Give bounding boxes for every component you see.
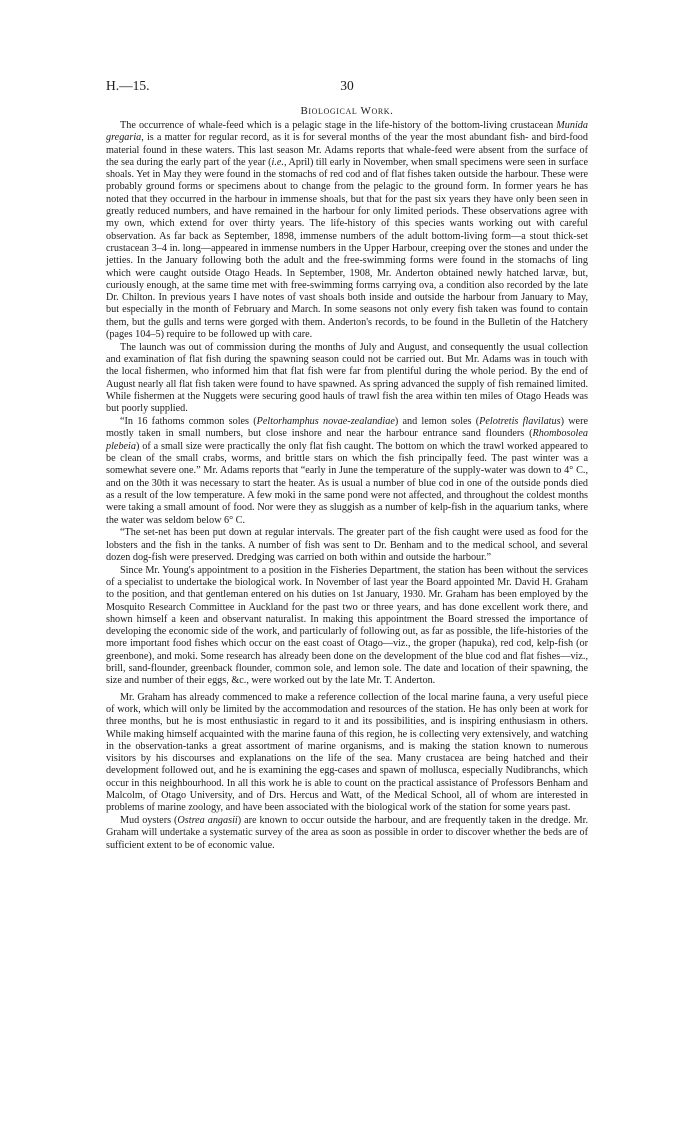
- italic-term: Pelotretis flavilatus: [479, 416, 561, 428]
- article-body: [106, 104, 588, 852]
- text-run: Mud oysters (: [120, 815, 178, 827]
- text-run: Mr. Graham has already commenced to make a reference collection of the local marine fauna, a very useful piece of work, which will only be limited by the accommodation and resources of the station. He has only been at work for three months, but he is most enthusiastic in regard to it and its possibilities, and is inspiring enthusiasm in others. While making himself acquainted with the marine fauna of this region, he is collecting very extensively, and watching in the observation-tanks a great assortment of marine organisms, and is making the station known to numerous visitors by his discourses and explanations on the life of the sea. Many crustacea are being hatched and their development followed out, and he is examining the egg-cases and spawn of mollusca, especially Nudibranchs, which occur in this neighbourhood. In all this work he is able to count on the practical assistance of Professors Benham and Malcolm, of Otago University, and of Drs. Hercus and Watt, of the Medical School, all of whom are interested in problems of marine zoology, and have been associated with the biological work of the station for some years past.: [106, 691, 588, 814]
- text-run: “In 16 fathoms common soles (: [120, 416, 257, 428]
- text-run: ) and lemon soles (: [394, 416, 480, 428]
- italic-term: Munida gregaria: [106, 120, 588, 144]
- paragraph-reference-collection: [106, 692, 588, 815]
- text-run: The occurrence of whale-feed which is a pelagic stage in the life-history of the bottom-living crustacean: [120, 120, 557, 131]
- page-header: [106, 78, 588, 96]
- paragraph-mud-oysters: [106, 815, 588, 852]
- paragraph-launch: [106, 342, 588, 416]
- text-run: ) were mostly taken in small numbers, but close inshore and near the harbour entrance sand flounders (: [106, 416, 588, 440]
- italic-term: Peltorhamphus novae-zealandiae: [256, 416, 395, 428]
- page-number: 30: [340, 78, 354, 93]
- paragraph-appointment: [106, 565, 588, 688]
- italic-term: i.e.: [271, 156, 284, 168]
- paragraph-set-net: [106, 527, 588, 564]
- text-run: ) of a small size were practically the only flat fish caught. The bottom on which the trawl worked appeared to be clean of the small crabs, worms, and brittle stars on which the fish principally feed. The past winter was a somewhat severe one.” Mr. Adams reports that “early in June the temperature of the supply-water was down to 4° C., and on the 30th it was necessary to start the heater. As is usual a number of blue cod in one of the outside ponds died as a result of the low temperature. A few moki in the same pond were not affected, and throughout the coldest months were taking a small amount of food. Nor were they as sluggish as a number of kelp-fish in the aquarium tanks, where the water was seldom below 6° C.: [106, 440, 588, 526]
- text-run: Since Mr. Young's appointment to a position in the Fisheries Department, the station has been without the services of a specialist to undertake the biological work. In November of last year the Board appointed Mr. David H. Graham to the position, and that gentleman entered on his duties on 1st January, 1930. Mr. Graham has been employed by the Mosquito Research Committee in Auckland for the past two or three years, and has done excellent work there, and shown himself a keen and observant naturalist. In making this appointment the Board stressed the importance of developing the economic side of the work, and particularly of following out, as far as possible, the life-histories of the more important food fishes which occur on the east coast of Otago—viz., the groper (hapuka), red cod, kelp-fish (or greenbone), and moki. Some research has already been done on the development of the blue cod and flat fishes—viz., brill, sand-flounder, greenback flounder, common sole, and lemon sole. The date and location of their spawning, the size and number of their eggs, &c., were worked out by the late Mr. T. Anderton.: [106, 564, 588, 687]
- text-run: , is a matter for regular record, as it is for several months of the year the most abundant fish- and bird-food material found in these waters. This last season Mr. Adams reports that whale-feed were absent from the surface of the sea during the early part of the year (: [106, 132, 588, 168]
- italic-term: Ostrea angasii: [177, 815, 238, 827]
- text-run: ) are known to occur outside the harbour, and are frequently taken in the dredge. Mr. Graham will undertake a systematic survey of the area as soon as possible in order to discover whether the beds are of sufficient extent to be of economic value.: [106, 815, 588, 851]
- document-code: H.—15.: [106, 78, 150, 93]
- text-run: , April) till early in November, when small specimens were seen in surface shoals. Yet in May they were found in the stomachs of red cod and of flat fishes taken outside the harbour. These were probably ground forms or specimens about to change from the pelagic to the ground form. In former years he has noted that they occurred in the harbour in immense shoals, but that for the past six years they have only been seen in greatly reduced numbers, and have remained in the harbour for only limited periods. These observations agree with my own, which extend for over thirty years. The life-history of this species wants working out with careful observation. As far back as September, 1898, immense numbers of the adult bottom-living form—a stout thick-set crustacean 3–4 in. long—appeared in immense numbers in the Upper Harbour, creeping over the stones and under the jetties. In the January following both the adult and the free-swimming forms were found in the stomachs of ling which were caught outside Otago Heads. In September, 1908, Mr. Anderton obtained newly hatched larvæ, but, curiously enough, at the same time met with free-swimming forms carrying ova, a condition also recorded by the late Dr. Chilton. In previous years I have notes of vast shoals both inside and outside the harbour from January to May, but especially in the month of February and March. In some seasons not only every fish taken was found to contain them, but the gulls and terns were gorged with them. Anderton's records, to be found in the Bulletin of the Hatchery (pages 104–5) require to be followed up with care.: [106, 156, 588, 341]
- text-run: The launch was out of commission during the months of July and August, and consequently the usual collection and examination of flat fish during the spawning season could not be carried out. But Mr. Adams was in touch with the local fishermen, who informed him that flat fish were far from plentiful during the whole period. By the end of August nearly all flat fish taken were found to have spawned. As spring advanced the supply of fish remained limited. While fishermen at the Nuggets were securing good hauls of trawl fish the area within ten miles of Otago Heads was but poorly supplied.: [106, 341, 588, 415]
- paragraph-soles: [106, 416, 588, 527]
- paragraph-whale-feed: [106, 120, 588, 341]
- italic-term: Rhombosolea plebeia: [106, 428, 588, 452]
- text-run: “The set-net has been put down at regular intervals. The greater part of the fish caught were used as food for the lobsters and the fish in the tanks. A number of fish was sent to Dr. Benham and to the medical school, and several dozen dog-fish were preserved. Dredging was carried on both within and outside the harbour.”: [106, 527, 588, 563]
- section-title: Biological Work.: [300, 105, 394, 117]
